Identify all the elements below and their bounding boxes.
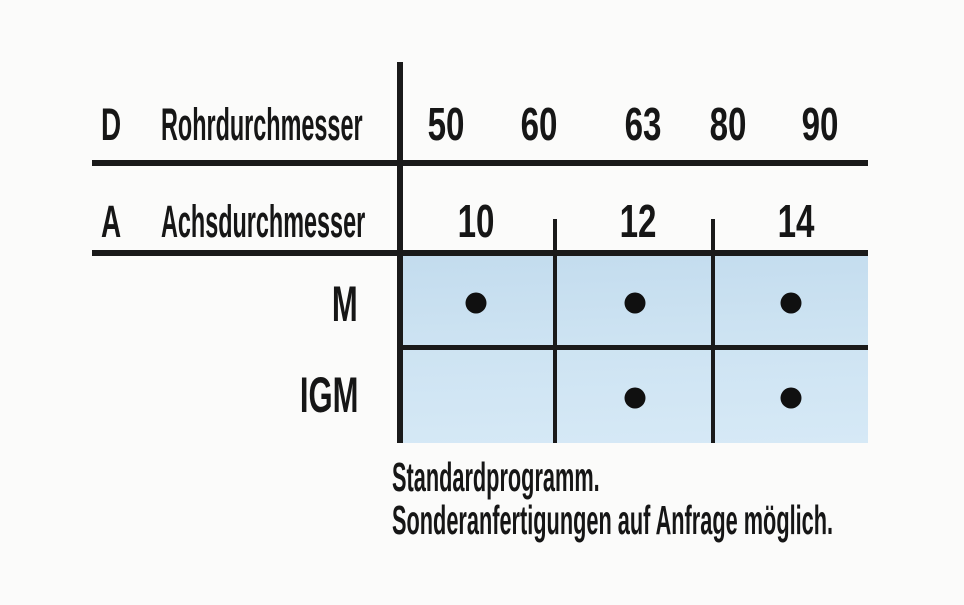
availability-dot-icon — [466, 293, 487, 314]
availability-dot-icon — [625, 293, 646, 314]
row-label-achsdurchmesser: Achsdurchmesser — [161, 196, 366, 247]
footnote-standardprogramm: Standardprogramm. — [392, 454, 600, 500]
table-rule-column-divider-2 — [711, 219, 715, 443]
row-label-m: M — [332, 276, 358, 332]
axle-diameter-value: 10 — [457, 195, 495, 247]
availability-dot-icon — [625, 388, 646, 409]
row-key-d: D — [101, 99, 122, 150]
table-rule-under-d-row — [92, 160, 868, 166]
pipe-diameter-value: 50 — [427, 98, 465, 150]
availability-dot-icon — [781, 388, 802, 409]
table-rule-column-divider-1 — [553, 219, 557, 443]
row-key-a: A — [101, 196, 122, 247]
table-rule-main-vertical — [397, 62, 403, 443]
pipe-diameter-value: 63 — [624, 98, 662, 150]
table-rule-m-igm-separator — [401, 345, 868, 350]
pipe-diameter-value: 60 — [520, 98, 558, 150]
table-rule-under-a-row — [92, 250, 868, 256]
pipe-diameter-value: 90 — [801, 98, 839, 150]
row-label-igm: IGM — [299, 367, 358, 423]
availability-dot-icon — [781, 293, 802, 314]
row-label-rohrdurchmesser: Rohrdurchmesser — [161, 99, 363, 150]
pipe-diameter-value: 80 — [709, 98, 747, 150]
axle-diameter-value: 14 — [777, 195, 815, 247]
footnote-sonderanfertigungen: Sonderanfertigungen auf Anfrage möglich. — [392, 497, 834, 543]
axle-diameter-value: 12 — [619, 195, 657, 247]
